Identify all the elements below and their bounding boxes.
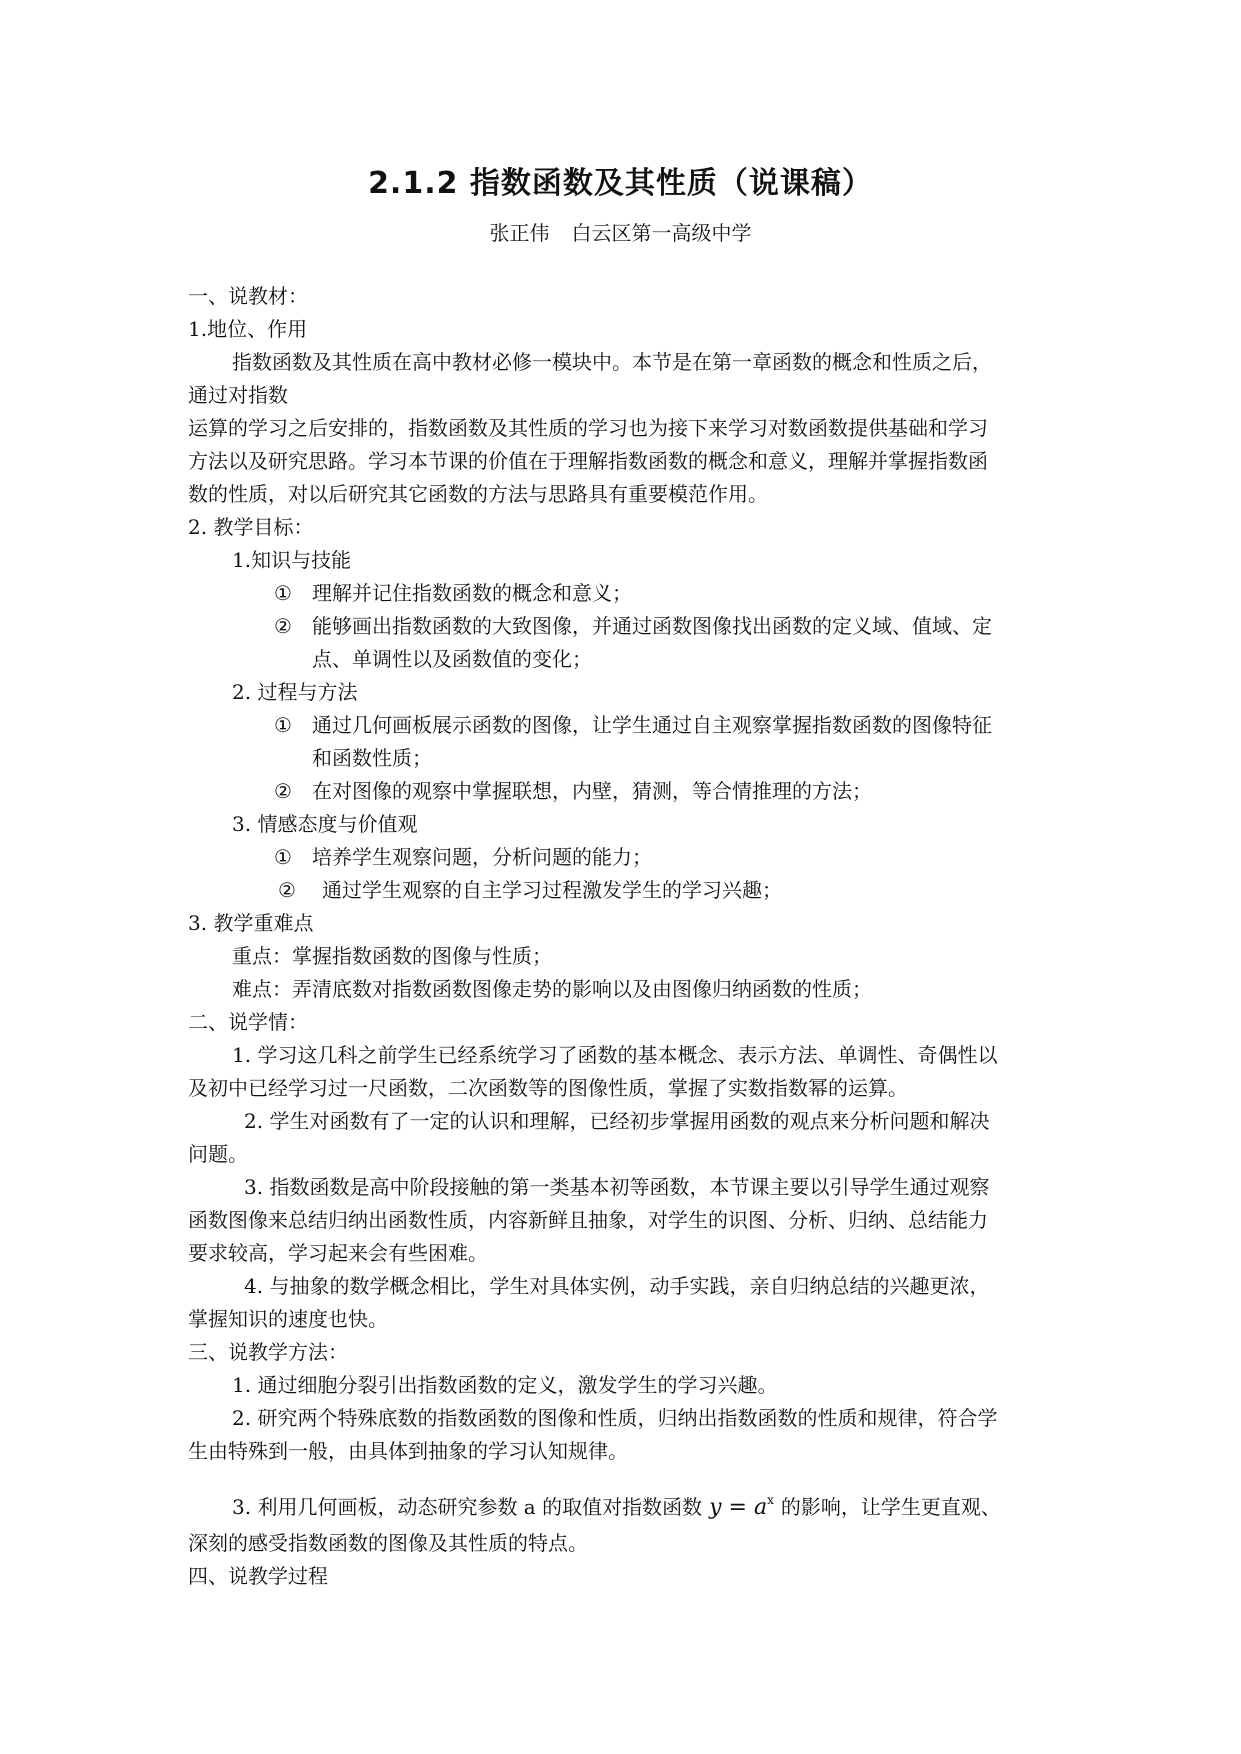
author-name: 张正伟 (489, 221, 550, 245)
author-school: 白云区第一高级中学 (571, 221, 752, 245)
list-item-text: 通过几何画板展示函数的图像，让学生通过自主观察掌握指数函数的图像特征 (312, 713, 992, 737)
formula-trail-text: 的影响，让学生更直观、 (780, 1495, 1001, 1519)
goal-heading: 1.知识与技能 (232, 548, 352, 572)
paragraph-line: 通过对指数 (188, 383, 288, 407)
paragraph-line: 1. 学习这几科之前学生已经系统学习了函数的基本概念、表示方法、单调性、奇偶性以 (232, 1043, 998, 1067)
list-item-continuation: 点、单调性以及函数值的变化； (312, 647, 592, 671)
key-point: 重点：掌握指数函数的图像与性质； (232, 944, 552, 968)
paragraph-line: 掌握知识的速度也快。 (188, 1307, 388, 1331)
goal-heading: 2. 过程与方法 (232, 680, 358, 704)
list-marker: ② (274, 779, 292, 803)
difficulty-point: 难点：弄清底数对指数函数图像走势的影响以及由图像归纳函数的性质； (232, 977, 872, 1001)
subsection-heading: 2. 教学目标： (188, 515, 314, 539)
paragraph-line: 3. 指数函数是高中阶段接触的第一类基本初等函数，本节课主要以引导学生通过观察 (244, 1175, 990, 1199)
paragraph-line-with-formula (232, 1485, 1001, 1523)
section-heading-4: 四、说教学过程 (188, 1564, 328, 1588)
paragraph-line: 4. 与抽象的数学概念相比，学生对具体实例，动手实践，亲自归纳总结的兴趣更浓， (244, 1274, 990, 1298)
formula-var-a: a (753, 1495, 768, 1520)
list-item-continuation: 和函数性质； (312, 746, 432, 770)
list-item-text: 能够画出指数函数的大致图像，并通过函数图像找出函数的定义域、值域、定 (312, 614, 992, 638)
paragraph-line: 指数函数及其性质在高中教材必修一模块中。本节是在第一章函数的概念和性质之后， (232, 350, 992, 374)
section-heading-3: 三、说教学方法： (188, 1340, 348, 1364)
list-marker: ② (274, 614, 292, 638)
author-line (0, 220, 1241, 246)
list-item (274, 614, 992, 638)
list-marker: ① (274, 713, 292, 737)
list-item (274, 713, 992, 737)
formula-var-y: y (709, 1495, 722, 1520)
paragraph-line: 2. 学生对函数有了一定的认识和理解，已经初步掌握用函数的观点来分析问题和解决 (244, 1109, 990, 1133)
list-item-text: 培养学生观察问题，分析问题的能力； (312, 845, 652, 869)
list-item (274, 845, 652, 869)
paragraph-line: 深刻的感受指数函数的图像及其性质的特点。 (188, 1531, 588, 1555)
paragraph-line: 数的性质，对以后研究其它函数的方法与思路具有重要模范作用。 (188, 482, 768, 506)
page-title: 2.1.2 指数函数及其性质（说课稿） (368, 166, 873, 201)
paragraph-line: 生由特殊到一般，由具体到抽象的学习认知规律。 (188, 1439, 628, 1463)
paragraph-line: 运算的学习之后安排的，指数函数及其性质的学习也为接下来学习对数函数提供基础和学习 (188, 416, 988, 440)
formula-exponent-x: x (767, 1493, 774, 1507)
list-item (278, 878, 782, 902)
list-item (274, 581, 632, 605)
list-item-text: 理解并记住指数函数的概念和意义； (312, 581, 632, 605)
formula-equals: = (728, 1495, 747, 1520)
list-marker: ② (278, 878, 296, 902)
list-marker: ① (274, 845, 292, 869)
formula-lead-text: 3. 利用几何画板，动态研究参数 a 的取值对指数函数 (232, 1495, 703, 1519)
paragraph-line: 及初中已经学习过一尺函数，二次函数等的图像性质，掌握了实数指数幂的运算。 (188, 1076, 908, 1100)
paragraph-line: 2. 研究两个特殊底数的指数函数的图像和性质，归纳出指数函数的性质和规律，符合学 (232, 1406, 998, 1430)
section-heading-2: 二、说学情： (188, 1010, 308, 1034)
section-heading-1: 一、说教材： (188, 284, 308, 308)
paragraph-line: 问题。 (188, 1142, 248, 1166)
formula-exponential-function (702, 1495, 781, 1520)
paragraph-line: 函数图像来总结归纳出函数性质，内容新鲜且抽象，对学生的识图、分析、归纳、总结能力 (188, 1208, 988, 1232)
paragraph-line: 方法以及研究思路。学习本节课的价值在于理解指数函数的概念和意义，理解并掌握指数函 (188, 449, 988, 473)
subsection-heading: 3. 教学重难点 (188, 911, 314, 935)
list-item-text: 通过学生观察的自主学习过程激发学生的学习兴趣； (322, 878, 782, 902)
goal-heading: 3. 情感态度与价值观 (232, 812, 418, 836)
list-marker: ① (274, 581, 292, 605)
subsection-heading: 1.地位、作用 (188, 317, 308, 341)
list-item (274, 779, 872, 803)
paragraph-line: 1. 通过细胞分裂引出指数函数的定义，激发学生的学习兴趣。 (232, 1373, 778, 1397)
paragraph-line: 要求较高，学习起来会有些困难。 (188, 1241, 488, 1265)
list-item-text: 在对图像的观察中掌握联想，内壁，猜测，等合情推理的方法； (312, 779, 872, 803)
